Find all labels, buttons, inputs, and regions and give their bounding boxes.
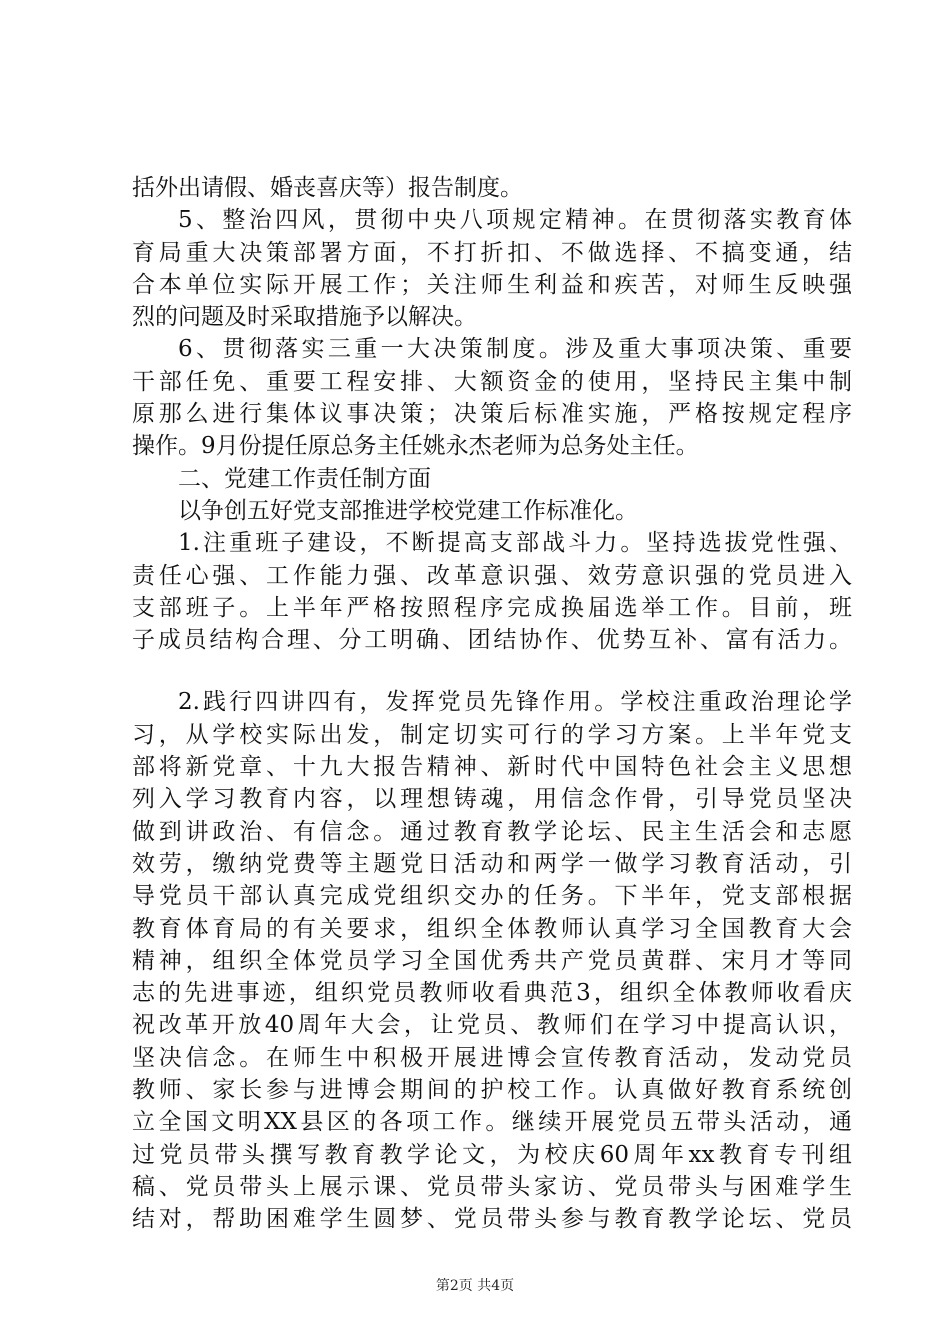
text-line: 括外出请假、婚丧喜庆等）报告制度。 — [132, 175, 523, 201]
text-line: 干部任免、重要工程安排、大额资金的使用，坚持民主集中制 — [132, 368, 852, 395]
paragraph-spacer — [132, 656, 852, 686]
text-line: 坚决信念。在师生中积极开展进博会宣传教育活动，发动党员 — [132, 1044, 852, 1071]
text-line: 过党员带头撰写教育教学论文，为校庆60周年xx教育专刊组 — [132, 1141, 852, 1168]
text-line: 稿、党员带头上展示课、党员带头家访、党员带头与困难学生 — [132, 1173, 852, 1200]
text-line: 育局重大决策部署方面，不打折扣、不做选择、不搞变通，结 — [132, 239, 852, 266]
text-line: 支部班子。上半年严格按照程序完成换届选举工作。目前，班 — [132, 594, 852, 621]
document-body — [132, 172, 852, 1236]
text-line: 操作。9月份提任原总务主任姚永杰老师为总务处主任。 — [132, 433, 699, 460]
paragraph-5-line: 5、整治四风，贯彻中央八项规定精神。在贯彻落实教育体 — [178, 207, 852, 234]
text-line: 子成员结构合理、分工明确、团结协作、优势互补、富有活力。 — [132, 627, 852, 654]
text-line: 志的先进事迹，组织党员教师收看典范3，组织全体教师收看庆 — [132, 980, 852, 1007]
text-line: 列入学习教育内容，以理想铸魂，用信念作骨，引导党员坚决 — [132, 786, 852, 813]
text-line: 习，从学校实际出发，制定切实可行的学习方案。上半年党支 — [132, 721, 852, 748]
page-number-indicator: 第2页 共4页 — [435, 1278, 515, 1294]
section-heading: 二、党建工作责任制方面 — [178, 465, 431, 492]
text-line: 导党员干部认真完成党组织交办的任务。下半年，党支部根据 — [132, 883, 852, 910]
text-line: 效劳，缴纳党费等主题党日活动和两学一做学习教育活动，引 — [132, 850, 852, 877]
text-line: 结对，帮助困难学生圆梦、党员带头参与教育教学论坛、党员 — [132, 1206, 852, 1233]
text-line: 教育体育局的有关要求，组织全体教师认真学习全国教育大会 — [132, 915, 852, 942]
text-line: 精神，组织全体党员学习全国优秀共产党员黄群、宋月才等同 — [132, 947, 852, 974]
text-line: 教师、家长参与进博会期间的护校工作。认真做好教育系统创 — [132, 1077, 852, 1104]
text-line: 祝改革开放40周年大会，让党员、教师们在学习中提高认识， — [132, 1012, 852, 1039]
page-footer — [0, 1276, 950, 1296]
section-intro: 以争创五好党支部推进学校党建工作标准化。 — [178, 497, 638, 524]
text-line: 合本单位实际开展工作；关注师生利益和疾苦，对师生反映强 — [132, 271, 852, 298]
text-line: 做到讲政治、有信念。通过教育教学论坛、民主生活会和志愿 — [132, 818, 852, 845]
text-line: 原那么进行集体议事决策；决策后标准实施，严格按规定程序 — [132, 401, 852, 428]
text-line: 责任心强、工作能力强、改革意识强、效劳意识强的党员进入 — [132, 562, 852, 589]
paragraph-2-line: 2.践行四讲四有，发挥党员先锋作用。学校注重政治理论学 — [178, 689, 852, 716]
text-line: 立全国文明XX县区的各项工作。继续开展党员五带头活动，通 — [132, 1109, 852, 1136]
text-line: 部将新党章、十九大报告精神、新时代中国特色社会主义思想 — [132, 754, 852, 781]
paragraph-6-line: 6、贯彻落实三重一大决策制度。涉及重大事项决策、重要 — [178, 336, 852, 363]
paragraph-1-line: 1.注重班子建设，不断提高支部战斗力。坚持选拔党性强、 — [178, 530, 852, 557]
text-line: 烈的问题及时采取措施予以解决。 — [132, 304, 477, 331]
